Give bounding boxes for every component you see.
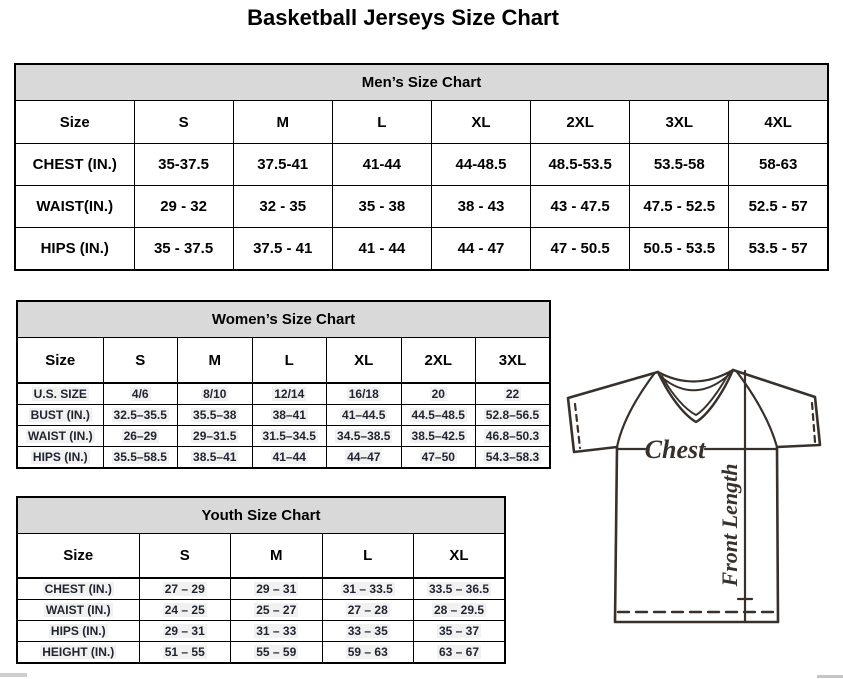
cell: 53.5-58 <box>630 144 729 186</box>
youth-size-chart <box>16 496 506 664</box>
table-row <box>15 186 828 228</box>
cell: 41-44 <box>332 144 431 186</box>
column-header: Size <box>17 338 103 384</box>
row-label: BUST (IN.) <box>17 405 103 426</box>
cell: 44.5–48.5 <box>401 405 476 426</box>
mens-size-chart <box>14 63 829 271</box>
column-header: 2XL <box>531 101 630 144</box>
table-title: Youth Size Chart <box>17 497 505 534</box>
cell: 4/6 <box>103 383 178 405</box>
cell: 33 – 35 <box>322 621 414 642</box>
table-row <box>17 578 505 600</box>
chest-label: Chest <box>644 435 706 464</box>
cell: 63 – 67 <box>414 642 506 664</box>
row-label: HIPS (IN.) <box>17 447 103 469</box>
table-row <box>17 642 505 664</box>
cell: 38.5–41 <box>178 447 253 469</box>
column-header: 2XL <box>401 338 476 384</box>
cell: 35 - 38 <box>332 186 431 228</box>
cell: 41 - 44 <box>332 228 431 271</box>
row-label: CHEST (IN.) <box>17 578 139 600</box>
column-header: M <box>233 101 332 144</box>
table-row <box>17 447 550 469</box>
cell: 12/14 <box>252 383 327 405</box>
cell: 35-37.5 <box>134 144 233 186</box>
cell: 29 – 31 <box>139 621 231 642</box>
row-label: WAIST (IN.) <box>17 426 103 447</box>
column-header: 3XL <box>630 101 729 144</box>
cell: 44 - 47 <box>431 228 530 271</box>
cell: 55 – 59 <box>231 642 323 664</box>
cell: 38 - 43 <box>431 186 530 228</box>
cell: 41–44 <box>252 447 327 469</box>
cell: 43 - 47.5 <box>531 186 630 228</box>
table-row <box>17 405 550 426</box>
cell: 44-48.5 <box>431 144 530 186</box>
horizontal-scrollbar-thumb-right[interactable] <box>817 675 843 678</box>
jersey-outline <box>568 370 820 622</box>
cuff-dashed-right <box>812 403 815 442</box>
cell: 37.5 - 41 <box>233 228 332 271</box>
cell: 34.5–38.5 <box>327 426 402 447</box>
cell: 47–50 <box>401 447 476 469</box>
cell: 38–41 <box>252 405 327 426</box>
cell: 47 - 50.5 <box>531 228 630 271</box>
row-label: WAIST(IN.) <box>15 186 134 228</box>
mens-chart-grid <box>14 63 829 271</box>
cell: 44–47 <box>327 447 402 469</box>
column-header: 3XL <box>476 338 551 384</box>
cell: 59 – 63 <box>322 642 414 664</box>
column-header: M <box>178 338 253 384</box>
row-label: CHEST (IN.) <box>15 144 134 186</box>
column-header: XL <box>431 101 530 144</box>
cell: 26–29 <box>103 426 178 447</box>
cell: 29–31.5 <box>178 426 253 447</box>
table-row <box>17 621 505 642</box>
row-label: U.S. SIZE <box>17 383 103 405</box>
column-header: XL <box>327 338 402 384</box>
cell: 32 - 35 <box>233 186 332 228</box>
row-label: HEIGHT (IN.) <box>17 642 139 664</box>
cell: 31.5–34.5 <box>252 426 327 447</box>
cell: 25 – 27 <box>231 600 323 621</box>
cell: 37.5-41 <box>233 144 332 186</box>
cell: 58-63 <box>729 144 828 186</box>
column-header: 4XL <box>729 101 828 144</box>
table-title: Women’s Size Chart <box>17 301 550 338</box>
jersey-measurement-diagram <box>556 358 843 630</box>
column-header: Size <box>17 534 139 579</box>
cell: 52.5 - 57 <box>729 186 828 228</box>
womens-chart-grid <box>16 300 551 469</box>
column-header: L <box>322 534 414 579</box>
womens-size-chart <box>16 300 551 469</box>
column-header: S <box>139 534 231 579</box>
cell: 50.5 - 53.5 <box>630 228 729 271</box>
youth-chart-grid <box>16 496 506 664</box>
row-label: WAIST (IN.) <box>17 600 139 621</box>
cell: 35 – 37 <box>414 621 506 642</box>
column-header: Size <box>15 101 134 144</box>
column-header: XL <box>414 534 506 579</box>
column-header: M <box>231 534 323 579</box>
table-row <box>15 144 828 186</box>
cell: 53.5 - 57 <box>729 228 828 271</box>
column-header: L <box>252 338 327 384</box>
cell: 29 - 32 <box>134 186 233 228</box>
cell: 38.5–42.5 <box>401 426 476 447</box>
cell: 24 – 25 <box>139 600 231 621</box>
cell: 47.5 - 52.5 <box>630 186 729 228</box>
front-length-label: Front Length <box>717 463 742 587</box>
cell: 54.3–58.3 <box>476 447 551 469</box>
cell: 35 - 37.5 <box>134 228 233 271</box>
cell: 22 <box>476 383 551 405</box>
collar-inner-v <box>662 373 729 415</box>
cell: 48.5-53.5 <box>531 144 630 186</box>
cell: 32.5–35.5 <box>103 405 178 426</box>
row-label: HIPS (IN.) <box>15 228 134 271</box>
cell: 28 – 29.5 <box>414 600 506 621</box>
row-label: HIPS (IN.) <box>17 621 139 642</box>
cell: 27 – 28 <box>322 600 414 621</box>
table-row <box>17 383 550 405</box>
cell: 31 – 33.5 <box>322 578 414 600</box>
table-row <box>15 228 828 271</box>
page-title: Basketball Jerseys Size Chart <box>247 5 559 30</box>
table-row <box>17 600 505 621</box>
cell: 35.5–58.5 <box>103 447 178 469</box>
horizontal-scrollbar-thumb-left[interactable] <box>0 673 27 677</box>
column-header: L <box>332 101 431 144</box>
cell: 52.8–56.5 <box>476 405 551 426</box>
cell: 51 – 55 <box>139 642 231 664</box>
cell: 8/10 <box>178 383 253 405</box>
cell: 33.5 – 36.5 <box>414 578 506 600</box>
cell: 29 – 31 <box>231 578 323 600</box>
cell: 27 – 29 <box>139 578 231 600</box>
cell: 31 – 33 <box>231 621 323 642</box>
cuff-dashed-left <box>575 404 580 448</box>
cell: 16/18 <box>327 383 402 405</box>
cell: 46.8–50.3 <box>476 426 551 447</box>
table-title: Men’s Size Chart <box>15 64 828 101</box>
cell: 20 <box>401 383 476 405</box>
column-header: S <box>103 338 178 384</box>
cell: 35.5–38 <box>178 405 253 426</box>
cell: 41–44.5 <box>327 405 402 426</box>
table-row <box>17 426 550 447</box>
column-header: S <box>134 101 233 144</box>
